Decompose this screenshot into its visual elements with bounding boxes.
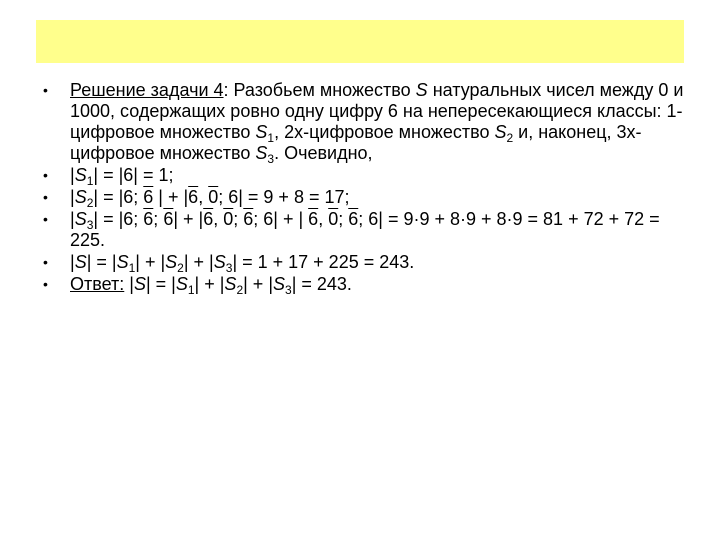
bullet-icon: • [43, 254, 48, 270]
bullet-icon: • [43, 167, 48, 183]
bullet-item-s1: • $|S_1| = |6| = 1$; [43, 165, 174, 188]
answer-label: Ответ: [70, 274, 125, 294]
bullet-item-s3: • $|S_3| = |6$; 6; 6| + |6, 0; 6; 6| + | 6, 0; 6; 6| = 9·9 + 8·9 + 8·9 = 81 + 72 + 72 = 225. [43, 209, 660, 250]
bullet-item-answer: • Ответ: $|S| = |S_1| + |S_2| + |S_3| = 243$. [43, 274, 352, 297]
bullet-item-s2: • $|S_2| = |6$; 6 | + |6, 0; 6| = 9 + 8 = 17; [43, 187, 350, 210]
solution-heading: Решение задачи 4 [70, 80, 224, 100]
bullet-item-solution: • Решение задачи 4: Разобьем множество S натуральных чисел между 0 и 1000, содержащих ровно одну цифру 6 на непересекающиеся классы: 1-цифровое множество $S_1$, 2х-цифровое множество $S_2$ и, наконец, 3х-цифровое множество $S_3$. Очевидно, [43, 80, 684, 166]
bullet-list [36, 80, 684, 295]
title-bar [36, 20, 684, 63]
slide-content [36, 80, 684, 296]
bullet-item-total: • $|S| = |S_1| + |S_2| + |S_3| = 1 + 17 + 225 = 243$. [43, 252, 415, 275]
bullet-icon: • [43, 276, 48, 292]
bullet-icon: • [43, 211, 48, 227]
bullet-icon: • [43, 189, 48, 205]
bullet-icon: • [43, 82, 48, 98]
